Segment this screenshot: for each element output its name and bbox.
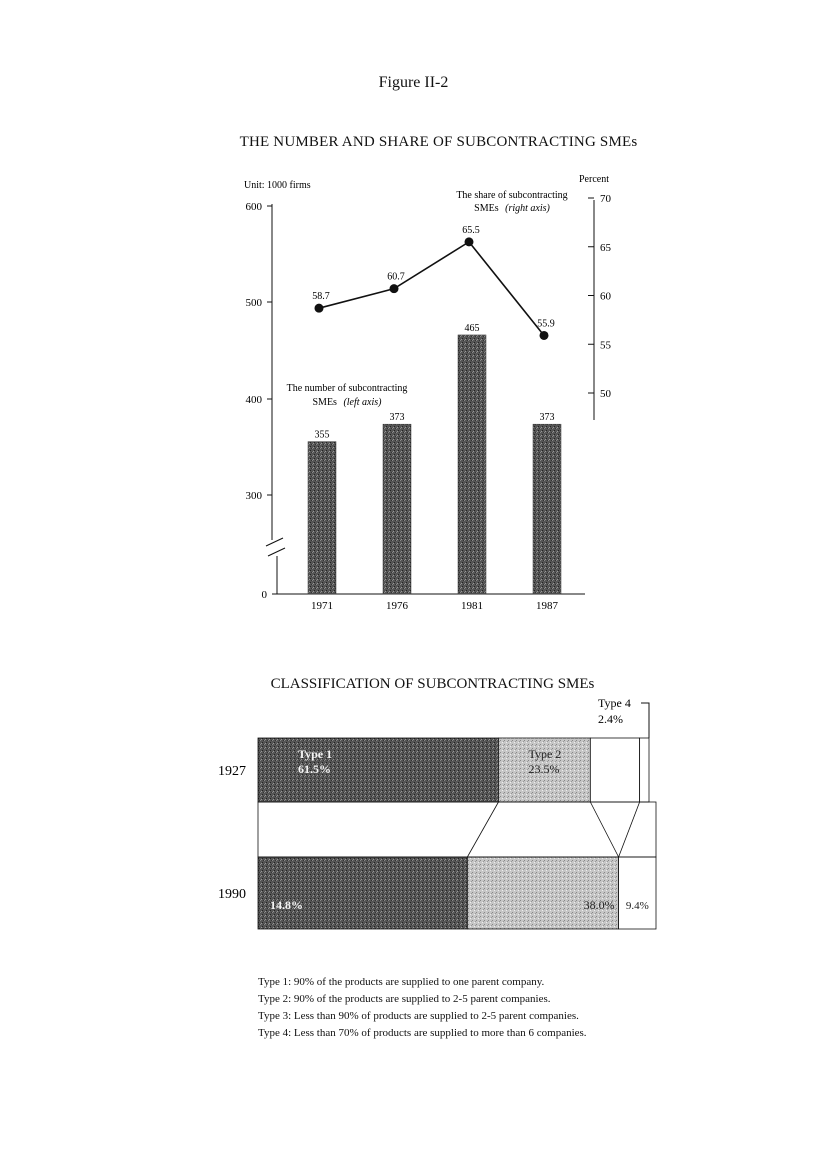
bar-value-label: 373	[389, 412, 405, 424]
share-value-label: 65.5	[462, 224, 480, 236]
left-axis-unit: Unit: 1000 firms	[244, 180, 311, 191]
line-series-label-note: (right axis)	[505, 203, 550, 214]
type4-callout-bracket	[641, 703, 649, 738]
row-label: 1990	[218, 887, 246, 902]
line-series-label-smes: SMEs	[474, 203, 499, 214]
figure-label: Figure II-2	[378, 74, 449, 91]
x-tick-label: 1987	[536, 600, 558, 612]
note-type2: Type 2: 90% of the products are supplied to 2-5 parent companies.	[258, 993, 551, 1005]
note-type3: Type 3: Less than 90% of products are supplied to 2-5 parent companies.	[258, 1010, 579, 1022]
share-point	[315, 304, 324, 313]
line-series-label-1: The share of subcontracting	[456, 190, 568, 201]
connector-line	[590, 802, 618, 857]
row-label: 1927	[218, 764, 246, 779]
bar	[533, 424, 561, 594]
share-line	[319, 242, 544, 336]
right-tick-label: 65	[600, 241, 611, 254]
bar-series-label-note: (left axis)	[343, 397, 382, 408]
type4-callout-value: 2.4%	[598, 712, 623, 726]
x-tick-label: 1971	[311, 600, 333, 612]
share-value-label: 58.7	[312, 291, 330, 303]
stacked-segment	[258, 857, 467, 929]
share-point	[465, 237, 474, 246]
right-tick-label: 60	[600, 290, 611, 303]
bar-series-label-smes: SMEs	[312, 397, 337, 408]
share-value-label: 55.9	[537, 318, 555, 330]
left-tick-label: 400	[245, 394, 262, 406]
segment-label: 14.8%	[270, 898, 303, 912]
connector-band	[258, 802, 656, 857]
chart2-title: CLASSIFICATION OF SUBCONTRACTING SMEs	[270, 676, 595, 692]
segment-label: 23.5%	[528, 762, 560, 776]
left-tick-label: 600	[245, 201, 262, 213]
connector-line	[619, 802, 640, 857]
x-tick-label: 1976	[386, 600, 408, 612]
note-type1: Type 1: 90% of the products are supplied to one parent company.	[258, 976, 545, 988]
bar-series-label-1: The number of subcontracting	[286, 383, 408, 394]
right-axis-unit: Percent	[579, 174, 609, 185]
share-value-label: 60.7	[387, 271, 405, 283]
stacked-bar-chart	[0, 660, 827, 960]
segment-label: 61.5%	[298, 762, 331, 776]
left-tick-label: 300	[245, 490, 262, 502]
connector-line	[467, 802, 498, 857]
right-tick-label: 70	[600, 193, 611, 205]
type-notes	[258, 974, 587, 1042]
left-tick-label: 0	[261, 589, 267, 601]
right-tick-label: 50	[600, 388, 611, 400]
share-point	[540, 331, 549, 340]
share-point	[390, 284, 399, 293]
axis-break-mark	[268, 548, 285, 556]
bar-value-label: 465	[464, 322, 480, 334]
bar-value-label: 373	[539, 412, 555, 424]
segment-label: Type 1	[298, 747, 333, 761]
stacked-segment	[619, 857, 656, 929]
type4-callout-label: Type 4	[598, 696, 631, 710]
stacked-segment	[467, 857, 618, 929]
segment-label: 38.0%	[583, 898, 615, 912]
segment-label: Type 2	[528, 747, 562, 761]
stacked-segment	[640, 738, 649, 802]
bar	[383, 424, 411, 594]
left-tick-label: 500	[245, 297, 262, 309]
line-series-label-2	[474, 203, 550, 214]
x-tick-label: 1981	[461, 600, 483, 612]
bar-value-label: 355	[314, 429, 330, 441]
bar	[458, 335, 486, 594]
chart1-title: THE NUMBER AND SHARE OF SUBCONTRACTING SMEs	[239, 134, 638, 150]
stacked-segment	[590, 738, 639, 802]
bar	[308, 442, 336, 594]
right-tick-label: 55	[600, 339, 611, 352]
segment-label: 9.4%	[625, 900, 649, 912]
stacked-segment	[258, 738, 498, 802]
axis-break-mark	[266, 538, 283, 546]
bar-series-label-2	[313, 397, 383, 408]
note-type4: Type 4: Less than 70% of products are supplied to more than 6 companies.	[258, 1027, 587, 1039]
